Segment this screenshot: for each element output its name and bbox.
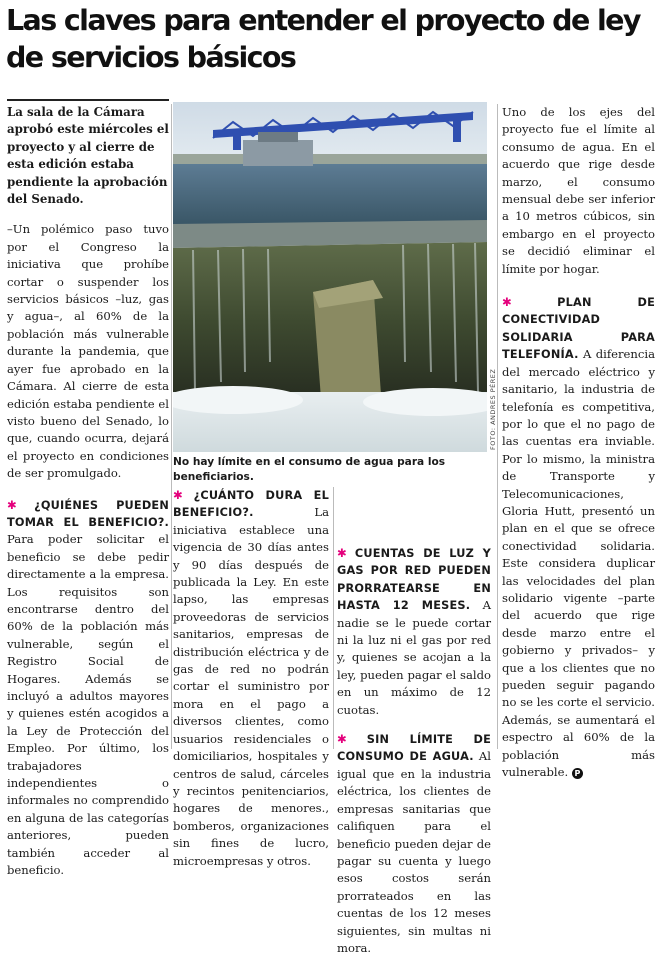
section-body: Para poder solicitar el beneficio se debe pedir directamente a la empresa. Los requisitos son encontrarse dentro del 60% de la población más vulnerable, según el Registro Social de Hogares. Además se incluyó a adultos mayores y quienes estén acogidos a la Ley de Protección del Empleo. Por último, los trabajadores independientes o informales no comprendido en alguna de las categorías anteriores, pueden también acceder al beneficio. — [7, 532, 169, 878]
section-body: Al igual que en la industria eléctrica, los clientes de empresas sanitarias que califiquen para el beneficio pueden dejar de pagar su cuenta y luego esos costos serán prorrateados en las cuentas de los 12 meses siguientes, sin multas ni mora. — [337, 749, 492, 955]
section-body: La iniciativa establece una vigencia de 30 días antes y 90 días después de publicada la Ley. En este lapso, las empresas proveedoras de servicios sanitarios, empresas de distribución eléctrica y de gas de red no podrán cortar el suministro por mora en el pago a diversos clientes, como usuarios residenciales o domiciliarios, hospitales y centros de salud, cárceles y recintos penitenciarios, hogares de menores., bomberos, organizaciones sin fines de lucro, microempresas y otros. — [173, 505, 329, 868]
asterisk-icon: ✱ — [7, 497, 17, 512]
section-prorate — [337, 545, 491, 719]
section-heading: ¿QUIÉNES PUEDEN TOMAR EL BENEFICIO?. — [7, 498, 169, 529]
asterisk-icon: ✱ — [337, 546, 347, 560]
section-heading: PLAN DE CONECTIVIDAD SOLIDARIA PARA TELEFONÍA. — [502, 296, 656, 362]
photo-caption: No hay límite en el consumo de agua para los beneficiarios. — [173, 456, 446, 483]
water-weir-image — [173, 102, 487, 452]
headline: Las claves para entender el proyecto de ley de servicios básicos — [6, 4, 640, 74]
column-divider — [497, 104, 498, 749]
section-telephony — [502, 294, 655, 781]
section-heading: ¿CUÁNTO DURA EL BENEFICIO?. — [173, 489, 330, 520]
column-3 — [337, 487, 491, 957]
water-treatment-photo — [173, 102, 487, 452]
lede: La sala de la Cámara aprobó este miércoles el proyecto y al cierre de esta edición estaba pendiente la aprobación del Senado. — [7, 105, 169, 207]
column-divider — [171, 104, 172, 749]
asterisk-icon: ✱ — [337, 732, 347, 747]
lede-rule — [7, 99, 169, 101]
section-water-continued: Uno de los ejes del proyecto fue el límite al consumo de agua. En el acuerdo que rige desde marzo, el consumo mensual debe ser inferior a 10 metros cúbicos, sin embargo en el proyecto se decidió eliminar el límite por hogar. — [502, 105, 655, 276]
section-heading: SIN LÍMITE DE CONSUMO DE AGUA. — [337, 733, 492, 764]
asterisk-icon: ✱ — [502, 295, 512, 310]
section-duration — [173, 487, 329, 870]
intro-paragraph: –Un polémico paso tuvo por el Congreso la iniciativa que prohíbe cortar o suspender los servicios básicos –luz, gas y agua–, al 60% de la población más vulnerable durante la pandemia, que ayer fue aprobado en la Cámara. Al cierre de esta edición estaba pendiente el visto bueno del Senado, lo que, cuando ocurra, dejará el proyecto en condiciones de ser promulgado. — [7, 222, 169, 481]
photo-credit: FOTO: ANDRES PÉREZ — [489, 368, 497, 450]
end-mark-icon: P — [572, 768, 583, 779]
section-body: A nadie se le puede cortar ni la luz ni el gas por red y, quienes se acojan a la ley, pueden pagar el saldo en un máximo de 12 cuotas. — [337, 598, 491, 717]
section-water — [337, 731, 491, 957]
section-who-can-apply — [7, 497, 169, 880]
column-divider — [333, 487, 334, 749]
column-4 — [502, 104, 655, 781]
column-2 — [173, 487, 329, 870]
asterisk-icon: ✱ — [173, 488, 183, 502]
column-1 — [7, 104, 169, 879]
section-heading: CUENTAS DE LUZ Y GAS POR RED PUEDEN PRORRATEARSE EN HASTA 12 MESES. — [337, 547, 491, 613]
section-body: A diferencia del mercado eléctrico y sanitario, la industria de telefonía es competitiva, por lo que el no pago de las cuentas era inviable. Por lo mismo, la ministra de Transporte y Telecomunicaciones, Gloria Hutt, presentó un plan en el que se ofrece conectividad solidaria. Este considera duplicar las velocidades del plan solidario vigente –parte del acuerdo que rige desde marzo entre el gobierno y privados– y que a los clientes que no pueden seguir pagando no se les corte el servicio. Además, se aumentará el espectro al 60% de la población más vulnerable. — [502, 347, 656, 780]
